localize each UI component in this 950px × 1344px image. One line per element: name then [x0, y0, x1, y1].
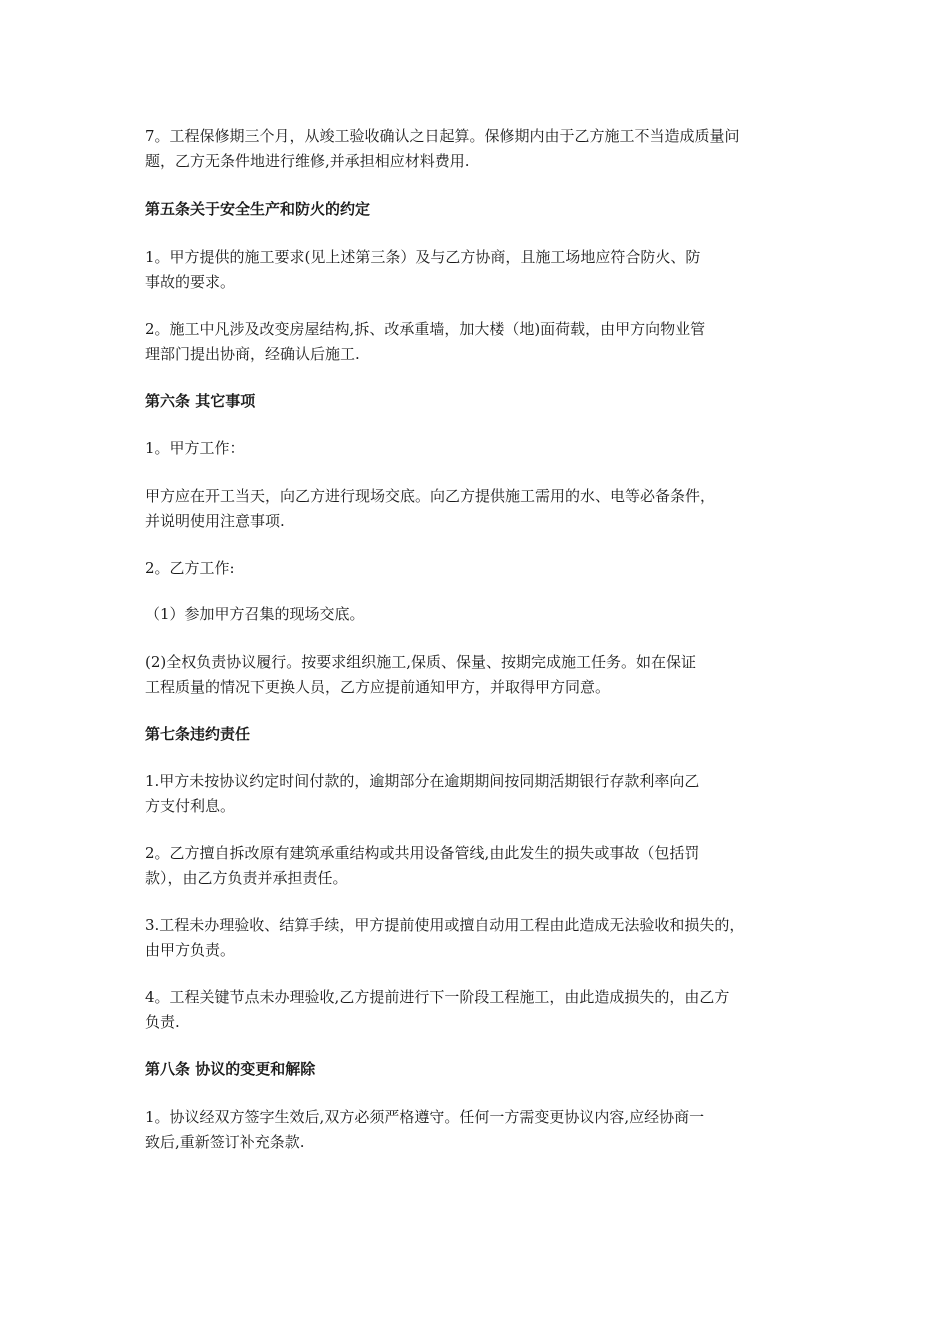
- article-7-item-1-line-2: 方支付利息。: [145, 797, 236, 815]
- article-7-item-4-line-2: 负责.: [145, 1013, 180, 1031]
- article-8-item-1-line-1: 1。协议经双方签字生效后,双方必须严格遵守。任何一方需变更协议内容,应经协商一: [145, 1108, 705, 1126]
- article-7-item-4-line-1: 4。工程关键节点未办理验收,乙方提前进行下一阶段工程施工，由此造成损失的，由乙方: [145, 988, 730, 1006]
- article-7-item-3-line-1: 3.工程未办理验收、结算手续，甲方提前使用或擅自动用工程由此造成无法验收和损失的，: [145, 916, 745, 934]
- article-5-item-2-line-2: 理部门提出协商，经确认后施工.: [145, 345, 360, 363]
- article-8-item-1-line-2: 致后,重新签订补充条款.: [145, 1133, 305, 1151]
- clause-7-warranty-line-2: 题，乙方无条件地进行维修,并承担相应材料费用.: [145, 152, 470, 170]
- article-7-item-2-line-2: 款），由乙方负责并承担责任。: [145, 869, 348, 887]
- article-5-item-1-line-1: 1。甲方提供的施工要求(见上述第三条）及与乙方协商，且施工场地应符合防火、防: [145, 248, 701, 266]
- article-5-heading: 第五条关于安全生产和防火的约定: [145, 200, 371, 218]
- article-5-item-2-line-1: 2。施工中凡涉及改变房屋结构,拆、改承重墙，加大楼（地)面荷载，由甲方向物业管: [145, 320, 706, 338]
- article-6-heading: 第六条 其它事项: [145, 392, 256, 410]
- article-6-item-1-line-1: 甲方应在开工当天，向乙方进行现场交底。向乙方提供施工需用的水、电等必备条件，: [145, 487, 716, 505]
- article-6-item-1-line-2: 并说明使用注意事项.: [145, 512, 285, 530]
- article-8-heading: 第八条 协议的变更和解除: [145, 1060, 316, 1078]
- article-6-item-2-sub-2-line-1: (2)全权负责协议履行。按要求组织施工,保质、保量、按期完成施工任务。如在保证: [145, 653, 697, 671]
- article-6-item-1-title: 1。甲方工作：: [145, 439, 245, 457]
- article-6-item-2-sub-1: （1）参加甲方召集的现场交底。: [145, 605, 365, 623]
- article-7-item-3-line-2: 由甲方负责。: [145, 941, 236, 959]
- article-7-item-2-line-1: 2。乙方擅自拆改原有建筑承重结构或共用设备管线,由此发生的损失或事故（包括罚: [145, 844, 700, 862]
- article-7-item-1-line-1: 1.甲方未按协议约定时间付款的，逾期部分在逾期期间按同期活期银行存款利率向乙: [145, 772, 700, 790]
- article-6-item-2-sub-2-line-2: 工程质量的情况下更换人员，乙方应提前通知甲方，并取得甲方同意。: [145, 678, 611, 696]
- clause-7-warranty-line-1: 7。工程保修期三个月，从竣工验收确认之日起算。保修期内由于乙方施工不当造成质量问: [145, 127, 740, 145]
- article-5-item-1-line-2: 事故的要求。: [145, 273, 236, 291]
- article-6-item-2-title: 2。乙方工作:: [145, 559, 235, 577]
- article-7-heading: 第七条违约责任: [145, 725, 251, 743]
